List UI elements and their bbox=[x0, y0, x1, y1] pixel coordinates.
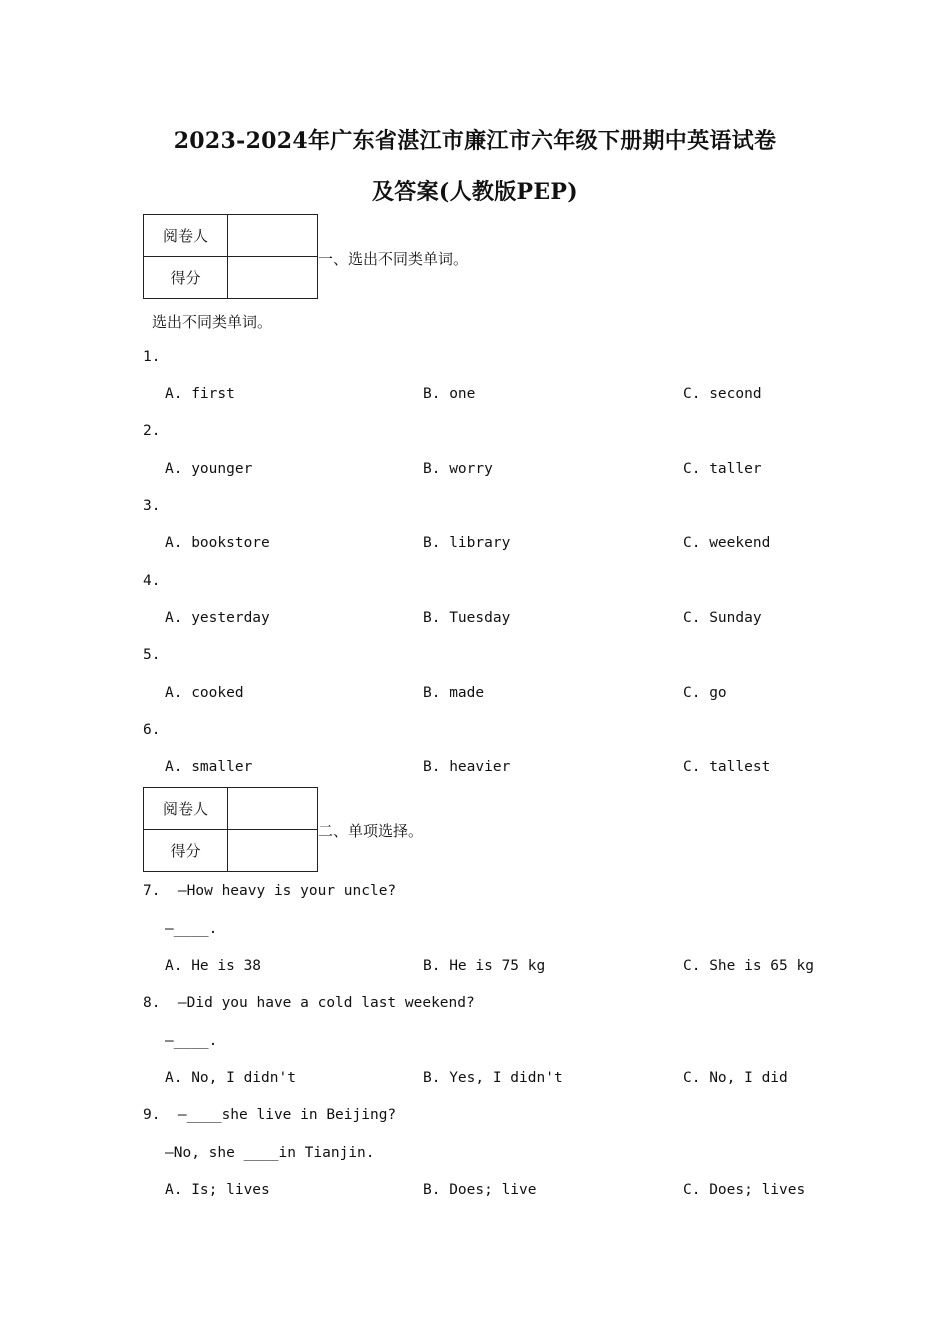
score-field[interactable] bbox=[228, 257, 318, 299]
score-box-section2 bbox=[143, 787, 318, 872]
score-label: 得分 bbox=[144, 257, 228, 299]
question-number: 1. bbox=[143, 349, 161, 365]
question-number: 6. bbox=[143, 722, 161, 738]
question-number: 4. bbox=[143, 573, 161, 589]
option-a[interactable]: A. He is 38 bbox=[165, 958, 262, 974]
option-b[interactable]: B. Yes, I didn't bbox=[423, 1070, 563, 1086]
option-b[interactable]: B. made bbox=[423, 685, 485, 701]
option-a[interactable]: A. yesterday bbox=[165, 610, 270, 626]
question-stem: 9. —____she live in Beijing? bbox=[143, 1107, 397, 1123]
option-b[interactable]: B. Does; live bbox=[423, 1182, 537, 1198]
option-a[interactable]: A. bookstore bbox=[165, 535, 270, 551]
option-c[interactable]: C. taller bbox=[683, 461, 762, 477]
section1-instruction: 选出不同类单词。 bbox=[152, 313, 273, 331]
option-a[interactable]: A. Is; lives bbox=[165, 1182, 270, 1198]
score-field[interactable] bbox=[228, 830, 318, 872]
option-b[interactable]: B. heavier bbox=[423, 759, 511, 775]
question-reply: —No, she ____in Tianjin. bbox=[165, 1145, 375, 1161]
question-number: 2. bbox=[143, 423, 161, 439]
score-label: 得分 bbox=[144, 830, 228, 872]
option-c[interactable]: C. tallest bbox=[683, 759, 771, 775]
section2-heading: 二、单项选择。 bbox=[318, 822, 424, 840]
question-number: 3. bbox=[143, 498, 161, 514]
option-b[interactable]: B. He is 75 kg bbox=[423, 958, 546, 974]
reviewer-label: 阅卷人 bbox=[144, 788, 228, 830]
option-a[interactable]: A. No, I didn't bbox=[165, 1070, 296, 1086]
reviewer-label: 阅卷人 bbox=[144, 215, 228, 257]
document-title-line2: 及答案(人教版PEP) bbox=[372, 179, 578, 205]
option-a[interactable]: A. younger bbox=[165, 461, 253, 477]
question-reply: —____. bbox=[165, 1033, 218, 1049]
document-title-line1: 2023-2024年广东省湛江市廉江市六年级下册期中英语试卷 bbox=[173, 128, 777, 154]
option-b[interactable]: B. library bbox=[423, 535, 511, 551]
option-a[interactable]: A. cooked bbox=[165, 685, 244, 701]
option-a[interactable]: A. first bbox=[165, 386, 235, 402]
question-reply: —____. bbox=[165, 921, 218, 937]
option-c[interactable]: C. Does; lives bbox=[683, 1182, 806, 1198]
option-c[interactable]: C. Sunday bbox=[683, 610, 762, 626]
option-c[interactable]: C. weekend bbox=[683, 535, 771, 551]
question-number: 5. bbox=[143, 647, 161, 663]
option-c[interactable]: C. second bbox=[683, 386, 762, 402]
reviewer-field[interactable] bbox=[228, 215, 318, 257]
question-stem: 8. —Did you have a cold last weekend? bbox=[143, 995, 475, 1011]
option-b[interactable]: B. worry bbox=[423, 461, 493, 477]
question-stem: 7. —How heavy is your uncle? bbox=[143, 883, 397, 899]
section1-heading: 一、选出不同类单词。 bbox=[318, 250, 469, 268]
option-c[interactable]: C. go bbox=[683, 685, 727, 701]
option-c[interactable]: C. She is 65 kg bbox=[683, 958, 814, 974]
option-b[interactable]: B. Tuesday bbox=[423, 610, 511, 626]
score-box-section1 bbox=[143, 214, 318, 299]
option-a[interactable]: A. smaller bbox=[165, 759, 253, 775]
reviewer-field[interactable] bbox=[228, 788, 318, 830]
option-b[interactable]: B. one bbox=[423, 386, 476, 402]
option-c[interactable]: C. No, I did bbox=[683, 1070, 788, 1086]
